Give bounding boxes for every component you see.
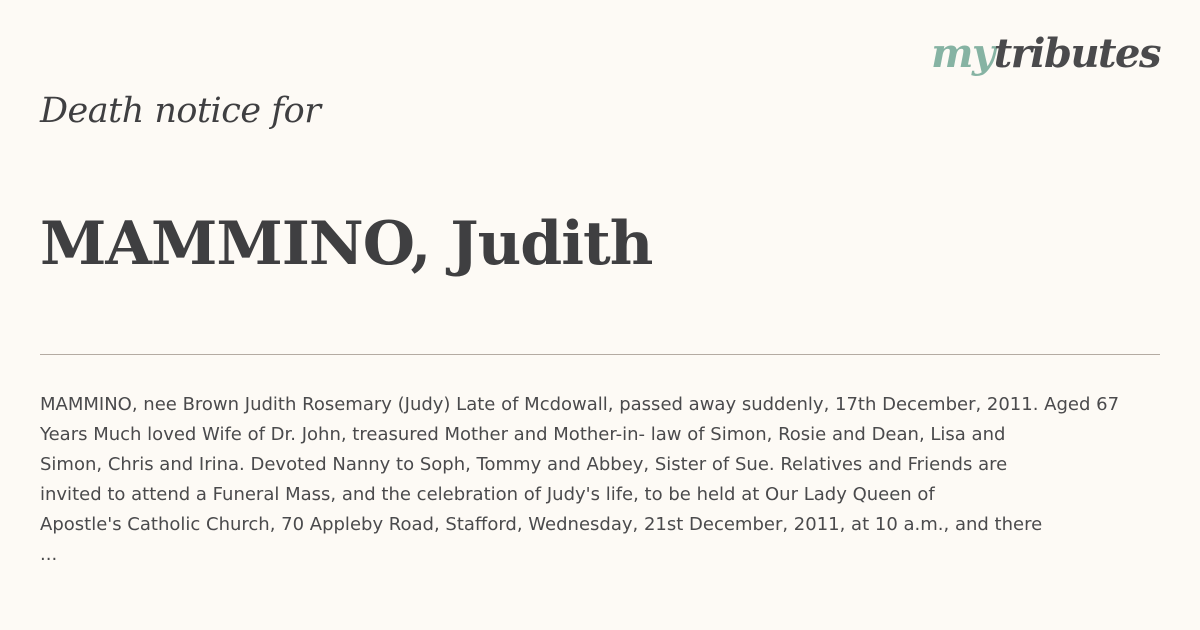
mytributes-logo[interactable] <box>931 30 1160 77</box>
notice-ellipsis: ... <box>40 544 58 565</box>
notice-text <box>40 390 1190 570</box>
deceased-name: MAMMINO, Judith <box>40 209 653 279</box>
notice-line: invited to attend a Funeral Mass, and the celebration of Judy's life, to be held at Our Lady Queen of <box>40 484 935 505</box>
divider <box>40 354 1160 355</box>
notice-line: Apostle's Catholic Church, 70 Appleby Road, Stafford, Wednesday, 21st December, 2011, at 10 a.m., and there <box>40 514 1043 535</box>
notice-line: Years Much loved Wife of Dr. John, treasured Mother and Mother-in- law of Simon, Rosie and Dean, Lisa and <box>40 424 1006 445</box>
logo-my-text: my <box>931 30 994 77</box>
notice-line: Simon, Chris and Irina. Devoted Nanny to Soph, Tommy and Abbey, Sister of Sue. Relatives and Friends are <box>40 454 1008 475</box>
notice-line: MAMMINO, nee Brown Judith Rosemary (Judy) Late of Mcdowall, passed away suddenly, 17th December, 2011. Aged 67 <box>40 394 1120 415</box>
logo-tributes-text: tributes <box>993 30 1160 77</box>
death-notice-intro: Death notice for <box>40 91 321 131</box>
